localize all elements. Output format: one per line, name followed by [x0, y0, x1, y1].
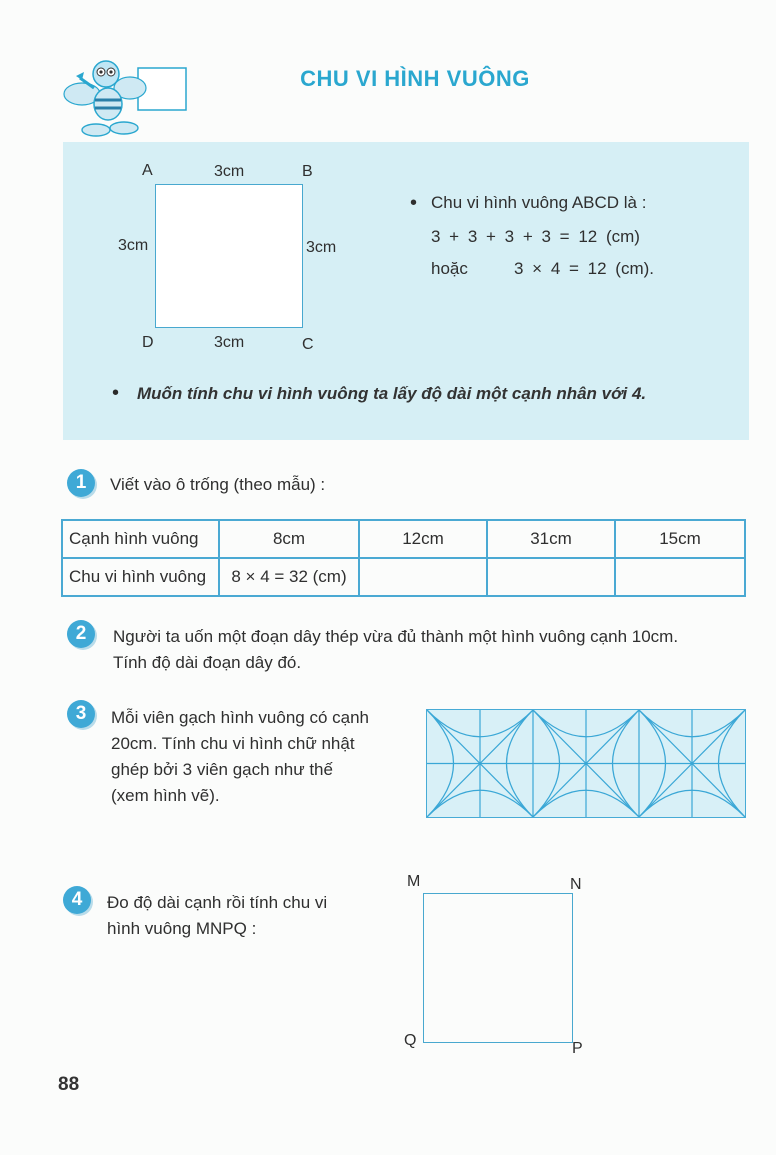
- vertex-a-label: A: [142, 162, 153, 179]
- exercise-3-line-3: ghép bởi 3 viên gạch như thế: [111, 760, 333, 779]
- perimeter-product: 3 × 4 = 12 (cm).: [514, 259, 654, 278]
- side-top-label: 3cm: [214, 163, 245, 180]
- vertex-m-label: M: [407, 873, 421, 890]
- bee-mascot-illustration: [60, 58, 195, 140]
- table-cell: 31cm: [487, 520, 615, 558]
- vertex-q-label: Q: [404, 1032, 417, 1049]
- perimeter-sum: 3 + 3 + 3 + 3 = 12 (cm): [431, 227, 640, 246]
- exercise-2-line-2: Tính độ dài đoạn dây đó.: [113, 653, 302, 672]
- table-row: [62, 558, 745, 596]
- exercise-1-prompt: Viết vào ô trống (theo mẫu) :: [110, 475, 326, 494]
- vertex-d-label: D: [142, 334, 154, 351]
- vertex-n-label: N: [570, 876, 582, 893]
- exercise-3-line-1: Mỗi viên gạch hình vuông có cạnh: [111, 708, 370, 727]
- exercise-1-table: [61, 519, 746, 597]
- exercise-4-line-2: hình vuông MNPQ :: [107, 919, 257, 938]
- tile-3: [639, 710, 745, 817]
- side-right-label: 3cm: [306, 239, 337, 256]
- square-abcd: [155, 184, 303, 328]
- exercise-2-line-1: Người ta uốn một đoạn dây thép vừa đủ thành một hình vuông cạnh 10cm.: [113, 627, 679, 646]
- vertex-b-label: B: [302, 163, 313, 180]
- perimeter-intro: Chu vi hình vuông ABCD là :: [431, 193, 647, 212]
- rule-statement: Muốn tính chu vi hình vuông ta lấy độ dài một cạnh nhân với 4.: [137, 384, 647, 403]
- exercise-3-line-4: (xem hình vẽ).: [111, 786, 220, 805]
- vertex-c-label: C: [302, 336, 314, 353]
- bullet-icon: •: [112, 382, 120, 404]
- table-cell: 8cm: [219, 520, 359, 558]
- vertex-p-label: P: [572, 1040, 583, 1057]
- exercise-3-line-2: 20cm. Tính chu vi hình chữ nhật: [111, 734, 355, 753]
- side-left-label: 3cm: [118, 237, 149, 254]
- exercise-2-number: 2: [67, 620, 95, 648]
- square-mnpq: [423, 893, 573, 1043]
- tile-2: [533, 710, 639, 817]
- side-bottom-label: 3cm: [214, 334, 245, 351]
- page-title: CHU VI HÌNH VUÔNG: [300, 66, 530, 91]
- exercise-3-number: 3: [67, 700, 95, 728]
- exercise-4-number: 4: [63, 886, 91, 914]
- answer-cell[interactable]: [487, 558, 615, 596]
- table-header-cell: Cạnh hình vuông: [62, 520, 219, 558]
- table-row: [62, 520, 745, 558]
- exercise-4-line-1: Đo độ dài cạnh rồi tính chu vi: [107, 893, 328, 912]
- three-tile-rectangle-figure: [426, 709, 746, 818]
- answer-cell[interactable]: [615, 558, 745, 596]
- answer-cell[interactable]: [359, 558, 487, 596]
- perimeter-alt-prefix: hoặc: [431, 259, 468, 278]
- table-cell: 12cm: [359, 520, 487, 558]
- table-cell: 8 × 4 = 32 (cm): [219, 558, 359, 596]
- exercise-1-number: 1: [67, 469, 95, 497]
- bullet-icon: •: [410, 192, 418, 214]
- page-number: 88: [58, 1074, 80, 1095]
- table-cell: 15cm: [615, 520, 745, 558]
- tile-1: [427, 710, 533, 817]
- table-header-cell: Chu vi hình vuông: [62, 558, 219, 596]
